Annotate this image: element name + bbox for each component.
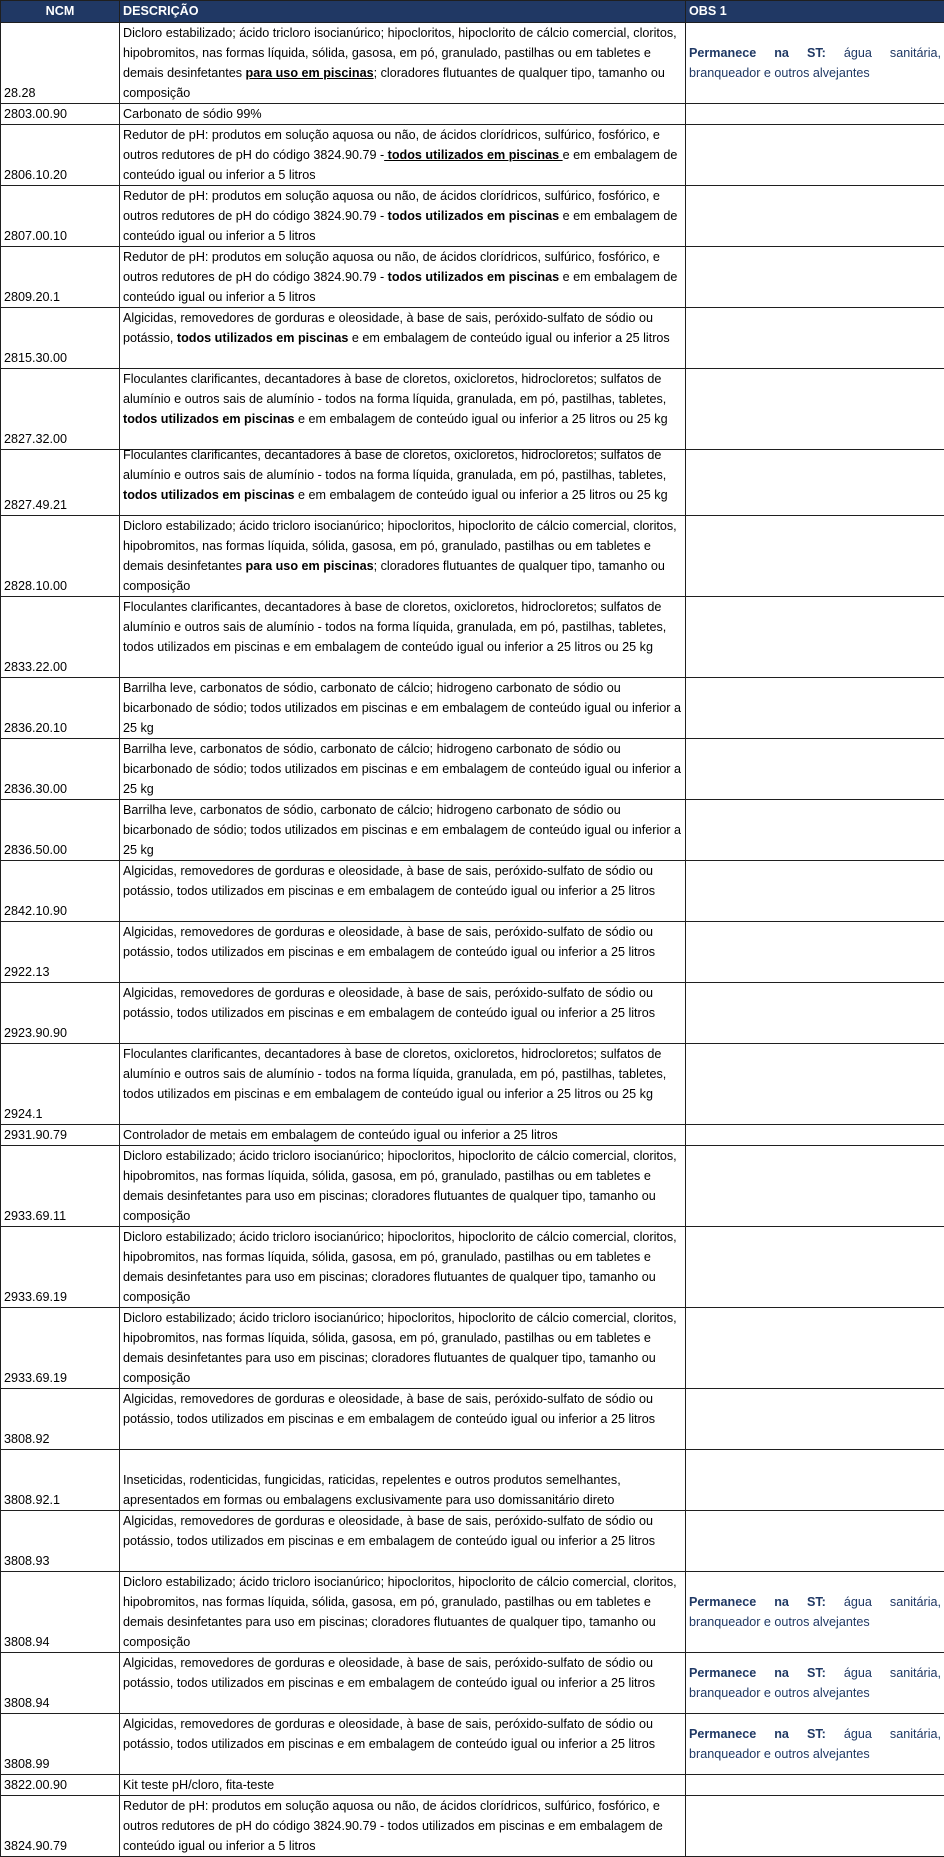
descricao-emphasis: para uso em piscinas: [246, 559, 374, 573]
descricao-text: Algicidas, removedores de gorduras e oleosidade, à base de sais, peróxido-sulfato de sódio ou potássio,: [123, 311, 653, 345]
ncm-cell[interactable]: 3808.93: [1, 1511, 120, 1572]
descricao-cell[interactable]: [120, 186, 686, 247]
table-row: [1, 516, 944, 597]
ncm-cell[interactable]: 2806.10.20: [1, 125, 120, 186]
descricao-text: Dicloro estabilizado; ácido tricloro isocianúrico; hipocloritos, hipoclorito de cálcio comercial, cloritos, hipobromitos, nas formas líquida, sólida, gasosa, em pó, granulado, pastilhas ou em tabletes e demais desinfetantes para uso em piscinas; cloradores flutuantes de qualquer tipo, tamanho ou composição: [123, 1230, 677, 1304]
descricao-cell[interactable]: [120, 1572, 686, 1653]
table-row: [1, 1044, 944, 1125]
descricao-emphasis: todos utilizados em piscinas: [388, 209, 559, 223]
descricao-cell[interactable]: [120, 308, 686, 369]
obs-cell[interactable]: [686, 1653, 944, 1714]
table-row: [1, 104, 944, 125]
obs-cell[interactable]: [686, 597, 944, 678]
descricao-text: Redutor de pH: produtos em solução aquosa ou não, de ácidos clorídricos, sulfúrico, fosfórico, e outros redutores de pH do código 3824.90.79 -: [123, 250, 660, 284]
ncm-cell[interactable]: 2827.49.21: [1, 450, 120, 516]
descricao-text: Dicloro estabilizado; ácido tricloro isocianúrico; hipocloritos, hipoclorito de cálcio comercial, cloritos, hipobromitos, nas formas líquida, sólida, gasosa, em pó, granulado, pastilhas ou em tabletes e demais desinfetantes para uso em piscinas; cloradores flutuantes de qualquer tipo, tamanho ou composição: [123, 1149, 677, 1223]
table-row: [1, 678, 944, 739]
table-row: [1, 1146, 944, 1227]
table-row: [1, 597, 944, 678]
ncm-cell[interactable]: 3808.99: [1, 1714, 120, 1775]
ncm-cell[interactable]: 2827.32.00: [1, 369, 120, 450]
ncm-cell[interactable]: 2922.13: [1, 922, 120, 983]
table-row: [1, 1308, 944, 1389]
descricao-cell[interactable]: [120, 800, 686, 861]
table-row: [1, 1572, 944, 1653]
table-row: [1, 125, 944, 186]
obs-cell[interactable]: [686, 247, 944, 308]
ncm-cell[interactable]: 2836.50.00: [1, 800, 120, 861]
descricao-text: Algicidas, removedores de gorduras e oleosidade, à base de sais, peróxido-sulfato de sódio ou potássio, todos utilizados em piscinas e em embalagem de conteúdo igual ou inferior a 25 litros: [123, 1717, 655, 1751]
descricao-text: Dicloro estabilizado; ácido tricloro isocianúrico; hipocloritos, hipoclorito de cálcio comercial, cloritos, hipobromitos, nas formas líquida, sólida, gasosa, em pó, granulado, pastilhas ou em tabletes e demais desinfetantes: [123, 26, 677, 80]
obs-text: água sanitária, branqueador e outros alvejantes: [689, 1595, 941, 1629]
obs-label: Permanece na ST:: [689, 1727, 826, 1741]
header-row: [1, 1, 944, 23]
descricao-emphasis: todos utilizados em piscinas: [123, 412, 294, 426]
obs-cell[interactable]: [686, 516, 944, 597]
table-row: [1, 1714, 944, 1775]
descricao-emphasis: todos utilizados em piscinas: [388, 270, 559, 284]
descricao-cell[interactable]: [120, 1146, 686, 1227]
descricao-cell[interactable]: [120, 678, 686, 739]
descricao-text: Redutor de pH: produtos em solução aquosa ou não, de ácidos clorídricos, sulfúrico, fosfórico, e outros redutores de pH do código 3824.90.79 -: [123, 128, 660, 162]
descricao-text: Barrilha leve, carbonatos de sódio, carbonato de cálcio; hidrogeno carbonato de sódio ou bicarbonado de sódio; todos utilizados em piscinas e em embalagem de conteúdo igual ou inferior a 25 kg: [123, 803, 681, 857]
descricao-cell[interactable]: [120, 739, 686, 800]
table-row: [1, 247, 944, 308]
obs-cell[interactable]: [686, 922, 944, 983]
ncm-cell[interactable]: 2933.69.11: [1, 1146, 120, 1227]
table-row: [1, 983, 944, 1044]
obs-cell[interactable]: [686, 1125, 944, 1146]
ncm-cell[interactable]: 2836.30.00: [1, 739, 120, 800]
descricao-emphasis: todos utilizados em piscinas: [123, 488, 294, 502]
descricao-cell[interactable]: [120, 1796, 686, 1857]
descricao-cell[interactable]: [120, 369, 686, 450]
descricao-cell[interactable]: [120, 1775, 686, 1796]
obs-label: Permanece na ST:: [689, 46, 826, 60]
ncm-cell[interactable]: 2923.90.90: [1, 983, 120, 1044]
ncm-cell[interactable]: 3822.00.90: [1, 1775, 120, 1796]
descricao-text: Dicloro estabilizado; ácido tricloro isocianúrico; hipocloritos, hipoclorito de cálcio comercial, cloritos, hipobromitos, nas formas líquida, sólida, gasosa, em pó, granulado, pastilhas ou em tabletes e demais desinfetantes: [123, 519, 677, 573]
ncm-cell[interactable]: 2924.1: [1, 1044, 120, 1125]
obs-text: água sanitária, branqueador e outros alvejantes: [689, 1666, 941, 1700]
table-row: [1, 1227, 944, 1308]
ncm-cell[interactable]: 2931.90.79: [1, 1125, 120, 1146]
table-row: [1, 1450, 944, 1511]
header-ncm[interactable]: NCM: [1, 1, 120, 23]
descricao-cell[interactable]: [120, 247, 686, 308]
obs-cell[interactable]: [686, 739, 944, 800]
obs-cell[interactable]: [686, 800, 944, 861]
descricao-cell[interactable]: [120, 983, 686, 1044]
descricao-cell[interactable]: [120, 1044, 686, 1125]
table-row: [1, 1775, 944, 1796]
descricao-cell[interactable]: [120, 1450, 686, 1511]
ncm-cell[interactable]: 28.28: [1, 23, 120, 104]
ncm-cell[interactable]: 2933.69.19: [1, 1227, 120, 1308]
obs-cell[interactable]: [686, 125, 944, 186]
descricao-text: Barrilha leve, carbonatos de sódio, carbonato de cálcio; hidrogeno carbonato de sódio ou bicarbonado de sódio; todos utilizados em piscinas e em embalagem de conteúdo igual ou inferior a 25 kg: [123, 681, 681, 735]
descricao-text: Barrilha leve, carbonatos de sódio, carbonato de cálcio; hidrogeno carbonato de sódio ou bicarbonado de sódio; todos utilizados em piscinas e em embalagem de conteúdo igual ou inferior a 25 kg: [123, 742, 681, 796]
obs-cell[interactable]: [686, 1714, 944, 1775]
descricao-cell[interactable]: [120, 1125, 686, 1146]
descricao-emphasis: para uso em piscinas: [246, 66, 374, 80]
descricao-text: e em embalagem de conteúdo igual ou inferior a 5 litros: [123, 148, 677, 182]
descricao-cell[interactable]: [120, 861, 686, 922]
ncm-cell[interactable]: 3808.92.1: [1, 1450, 120, 1511]
descricao-emphasis: todos utilizados em piscinas: [177, 331, 348, 345]
ncm-cell[interactable]: 2815.30.00: [1, 308, 120, 369]
table-row: [1, 1125, 944, 1146]
ncm-cell[interactable]: 2833.22.00: [1, 597, 120, 678]
table-row: [1, 1796, 944, 1857]
descricao-text: Dicloro estabilizado; ácido tricloro isocianúrico; hipocloritos, hipoclorito de cálcio comercial, cloritos, hipobromitos, nas formas líquida, sólida, gasosa, em pó, granulado, pastilhas ou em tabletes e demais desinfetantes para uso em piscinas; cloradores flutuantes de qualquer tipo, tamanho ou composição: [123, 1575, 677, 1649]
header-descricao[interactable]: DESCRIÇÃO: [120, 1, 686, 23]
ncm-cell[interactable]: 2828.10.00: [1, 516, 120, 597]
obs-cell[interactable]: [686, 983, 944, 1044]
ncm-cell[interactable]: 2933.69.19: [1, 1308, 120, 1389]
descricao-text: Controlador de metais em embalagem de conteúdo igual ou inferior a 25 litros: [123, 1128, 558, 1142]
obs-cell[interactable]: [686, 1146, 944, 1227]
descricao-text: Carbonato de sódio 99%: [123, 107, 262, 121]
obs-cell[interactable]: [686, 861, 944, 922]
table-row: [1, 739, 944, 800]
obs-cell[interactable]: [686, 678, 944, 739]
descricao-cell[interactable]: [120, 597, 686, 678]
descricao-cell[interactable]: [120, 516, 686, 597]
descricao-text: e em embalagem de conteúdo igual ou inferior a 25 litros ou 25 kg: [294, 488, 667, 502]
descricao-text: Algicidas, removedores de gorduras e oleosidade, à base de sais, peróxido-sulfato de sódio ou potássio, todos utilizados em piscinas e em embalagem de conteúdo igual ou inferior a 25 litros: [123, 1514, 655, 1548]
descricao-cell[interactable]: [120, 1511, 686, 1572]
obs-label: Permanece na ST:: [689, 1595, 826, 1609]
descricao-cell[interactable]: [120, 1389, 686, 1450]
descricao-text: Algicidas, removedores de gorduras e oleosidade, à base de sais, peróxido-sulfato de sódio ou potássio, todos utilizados em piscinas e em embalagem de conteúdo igual ou inferior a 25 litros: [123, 1656, 655, 1690]
table-row: [1, 861, 944, 922]
obs-cell[interactable]: [686, 23, 944, 104]
descricao-cell[interactable]: [120, 125, 686, 186]
descricao-text: Inseticidas, rodenticidas, fungicidas, raticidas, repelentes e outros produtos semelhantes, apresentados em formas ou embalagens exclusivamente para uso domissanitário direto: [123, 1473, 621, 1507]
descricao-text: Redutor de pH: produtos em solução aquosa ou não, de ácidos clorídricos, sulfúrico, fosfórico, e outros redutores de pH do código 3824.90.79 -: [123, 189, 660, 223]
header-obs[interactable]: OBS 1: [686, 1, 944, 23]
descricao-cell[interactable]: [120, 23, 686, 104]
descricao-text: e em embalagem de conteúdo igual ou inferior a 25 litros: [348, 331, 669, 345]
descricao-text: e em embalagem de conteúdo igual ou inferior a 5 litros: [123, 270, 677, 304]
descricao-text: ; cloradores flutuantes de qualquer tipo, tamanho ou composição: [123, 559, 665, 593]
descricao-text: Floculantes clarificantes, decantadores à base de cloretos, oxicloretos, hidrocloretos; sulfatos de alumínio e outros sais de alumínio - todos na forma líquida, granulada, em pó, pastilhas, tabletes, todos utilizados em piscinas e em embalagem de conteúdo igual ou inferior a 25 litros ou 25 kg: [123, 1047, 666, 1101]
table-row: [1, 1389, 944, 1450]
obs-text: água sanitária, branqueador e outros alvejantes: [689, 46, 941, 80]
ncm-cell[interactable]: 3808.92: [1, 1389, 120, 1450]
descricao-text: Dicloro estabilizado; ácido tricloro isocianúrico; hipocloritos, hipoclorito de cálcio comercial, cloritos, hipobromitos, nas formas líquida, sólida, gasosa, em pó, granulado, pastilhas ou em tabletes e demais desinfetantes para uso em piscinas; cloradores flutuantes de qualquer tipo, tamanho ou composição: [123, 1311, 677, 1385]
obs-cell[interactable]: [686, 369, 944, 450]
table-row: [1, 308, 944, 369]
table-row: [1, 23, 944, 104]
obs-cell[interactable]: [686, 186, 944, 247]
table-row: [1, 922, 944, 983]
descricao-cell[interactable]: [120, 1714, 686, 1775]
descricao-text: Algicidas, removedores de gorduras e oleosidade, à base de sais, peróxido-sulfato de sódio ou potássio, todos utilizados em piscinas e em embalagem de conteúdo igual ou inferior a 25 litros: [123, 925, 655, 959]
ncm-cell[interactable]: 2842.10.90: [1, 861, 120, 922]
descricao-text: Floculantes clarificantes, decantadores à base de cloretos, oxicloretos, hidrocloretos; sulfatos de alumínio e outros sais de alumínio - todos na forma líquida, granulada, em pó, pastilhas, tabletes,: [123, 450, 666, 483]
obs-cell[interactable]: [686, 308, 944, 369]
obs-cell[interactable]: [686, 1572, 944, 1653]
obs-label: Permanece na ST:: [689, 1666, 826, 1680]
descricao-text: Redutor de pH: produtos em solução aquosa ou não, de ácidos clorídricos, sulfúrico, fosfórico, e outros redutores de pH do código 3824.90.79 - todos utilizados em piscinas e em embalagem de conteúdo igual ou inferior a 5 litros: [123, 1799, 663, 1853]
obs-cell[interactable]: [686, 1308, 944, 1389]
descricao-text: Algicidas, removedores de gorduras e oleosidade, à base de sais, peróxido-sulfato de sódio ou potássio, todos utilizados em piscinas e em embalagem de conteúdo igual ou inferior a 25 litros: [123, 864, 655, 898]
obs-cell[interactable]: [686, 1389, 944, 1450]
ncm-cell[interactable]: 3808.94: [1, 1653, 120, 1714]
ncm-cell[interactable]: 2803.00.90: [1, 104, 120, 125]
table-row: [1, 800, 944, 861]
descricao-text: Floculantes clarificantes, decantadores à base de cloretos, oxicloretos, hidrocloretos; sulfatos de alumínio e outros sais de alumínio - todos na forma líquida, granulada, em pó, pastilhas, tabletes, todos utilizados em piscinas e em embalagem de conteúdo igual ou inferior a 25 litros ou 25 kg: [123, 600, 666, 654]
obs-cell[interactable]: [686, 1796, 944, 1857]
descricao-text: Algicidas, removedores de gorduras e oleosidade, à base de sais, peróxido-sulfato de sódio ou potássio, todos utilizados em piscinas e em embalagem de conteúdo igual ou inferior a 25 litros: [123, 1392, 655, 1426]
obs-cell[interactable]: [686, 1044, 944, 1125]
ncm-cell[interactable]: 2836.20.10: [1, 678, 120, 739]
descricao-text: Kit teste pH/cloro, fita-teste: [123, 1778, 274, 1792]
descricao-cell[interactable]: [120, 1308, 686, 1389]
descricao-cell[interactable]: [120, 450, 686, 516]
descricao-cell[interactable]: [120, 104, 686, 125]
table-row: [1, 450, 944, 516]
descricao-text: Algicidas, removedores de gorduras e oleosidade, à base de sais, peróxido-sulfato de sódio ou potássio, todos utilizados em piscinas e em embalagem de conteúdo igual ou inferior a 25 litros: [123, 986, 655, 1020]
obs-cell[interactable]: [686, 1450, 944, 1511]
obs-cell[interactable]: [686, 104, 944, 125]
table-row: [1, 1511, 944, 1572]
obs-cell[interactable]: [686, 450, 944, 516]
descricao-text: e em embalagem de conteúdo igual ou inferior a 5 litros: [123, 209, 677, 243]
descricao-text: Floculantes clarificantes, decantadores à base de cloretos, oxicloretos, hidrocloretos; sulfatos de alumínio e outros sais de alumínio - todos na forma líquida, granulada, em pó, pastilhas, tabletes,: [123, 372, 666, 406]
descricao-text: ; cloradores flutuantes de qualquer tipo, tamanho ou composição: [123, 66, 665, 100]
descricao-cell[interactable]: [120, 1653, 686, 1714]
table-row: [1, 369, 944, 450]
obs-cell[interactable]: [686, 1775, 944, 1796]
descricao-cell[interactable]: [120, 922, 686, 983]
ncm-cell[interactable]: 3824.90.79: [1, 1796, 120, 1857]
descricao-cell[interactable]: [120, 1227, 686, 1308]
obs-cell[interactable]: [686, 1511, 944, 1572]
descricao-emphasis: todos utilizados em piscinas: [384, 148, 562, 162]
ncm-cell[interactable]: 2807.00.10: [1, 186, 120, 247]
obs-text: água sanitária, branqueador e outros alvejantes: [689, 1727, 941, 1761]
descricao-text: e em embalagem de conteúdo igual ou inferior a 25 litros ou 25 kg: [294, 412, 667, 426]
table-row: [1, 1653, 944, 1714]
obs-cell[interactable]: [686, 1227, 944, 1308]
table-row: [1, 186, 944, 247]
ncm-cell[interactable]: 3808.94: [1, 1572, 120, 1653]
ncm-cell[interactable]: 2809.20.1: [1, 247, 120, 308]
